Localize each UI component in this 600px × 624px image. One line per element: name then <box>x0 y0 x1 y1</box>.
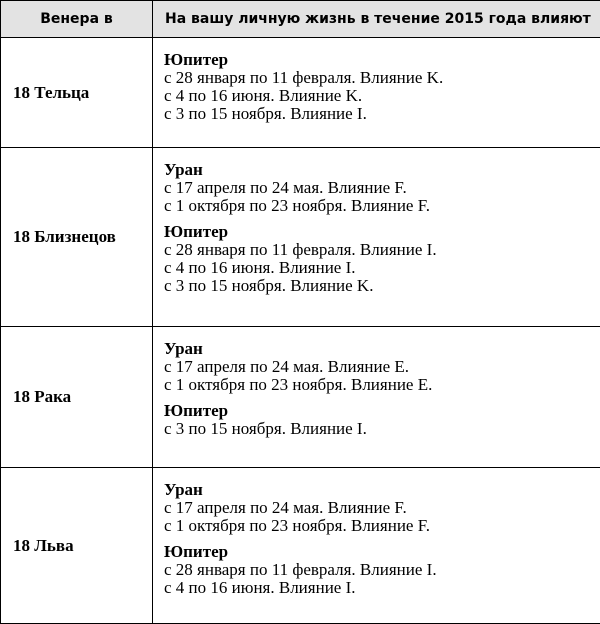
venus-sign-cell: 18 Тельца <box>1 38 153 148</box>
influence-period: с 1 октября по 23 ноября. Влияние E. <box>164 376 594 394</box>
planet-name: Уран <box>164 481 594 499</box>
planet-name: Юпитер <box>164 402 594 420</box>
influence-period: с 4 по 16 июня. Влияние I. <box>164 259 594 277</box>
table-row <box>1 148 600 327</box>
planet-name: Юпитер <box>164 543 594 561</box>
planet-block <box>164 340 594 394</box>
planet-name: Юпитер <box>164 51 594 69</box>
planet-block <box>164 161 594 215</box>
venus-sign-cell: 18 Льва <box>1 468 153 624</box>
influence-cell <box>153 327 600 468</box>
influence-period: с 17 апреля по 24 мая. Влияние E. <box>164 358 594 376</box>
planet-name: Уран <box>164 161 594 179</box>
planet-block <box>164 402 594 438</box>
influence-period: с 17 апреля по 24 мая. Влияние F. <box>164 179 594 197</box>
table-row <box>1 38 600 148</box>
influence-period: с 3 по 15 ноября. Влияние I. <box>164 105 594 123</box>
influence-period: с 28 января по 11 февраля. Влияние I. <box>164 241 594 259</box>
influence-period: с 17 апреля по 24 мая. Влияние F. <box>164 499 594 517</box>
influence-period: с 1 октября по 23 ноября. Влияние F. <box>164 197 594 215</box>
venus-sign-cell: 18 Близнецов <box>1 148 153 327</box>
influence-period: с 28 января по 11 февраля. Влияние I. <box>164 561 594 579</box>
influence-cell <box>153 38 600 148</box>
influence-period: с 4 по 16 июня. Влияние K. <box>164 87 594 105</box>
planet-block <box>164 481 594 535</box>
planet-name: Уран <box>164 340 594 358</box>
influence-period: с 1 октября по 23 ноября. Влияние F. <box>164 517 594 535</box>
planet-block <box>164 51 594 123</box>
influence-cell <box>153 468 600 624</box>
influence-period: с 4 по 16 июня. Влияние I. <box>164 579 594 597</box>
planet-block <box>164 223 594 295</box>
influence-period: с 3 по 15 ноября. Влияние K. <box>164 277 594 295</box>
table-row <box>1 468 600 624</box>
venus-sign-cell: 18 Рака <box>1 327 153 468</box>
planet-block <box>164 543 594 597</box>
table-header-row <box>1 1 600 38</box>
influence-period: с 3 по 15 ноября. Влияние I. <box>164 420 594 438</box>
header-venus-column: Венера в <box>1 1 153 38</box>
influence-cell <box>153 148 600 327</box>
table-row <box>1 327 600 468</box>
header-influence-column: На вашу личную жизнь в течение 2015 года влияют <box>153 1 600 38</box>
table-body <box>1 38 600 624</box>
influence-period: с 28 января по 11 февраля. Влияние K. <box>164 69 594 87</box>
planet-name: Юпитер <box>164 223 594 241</box>
